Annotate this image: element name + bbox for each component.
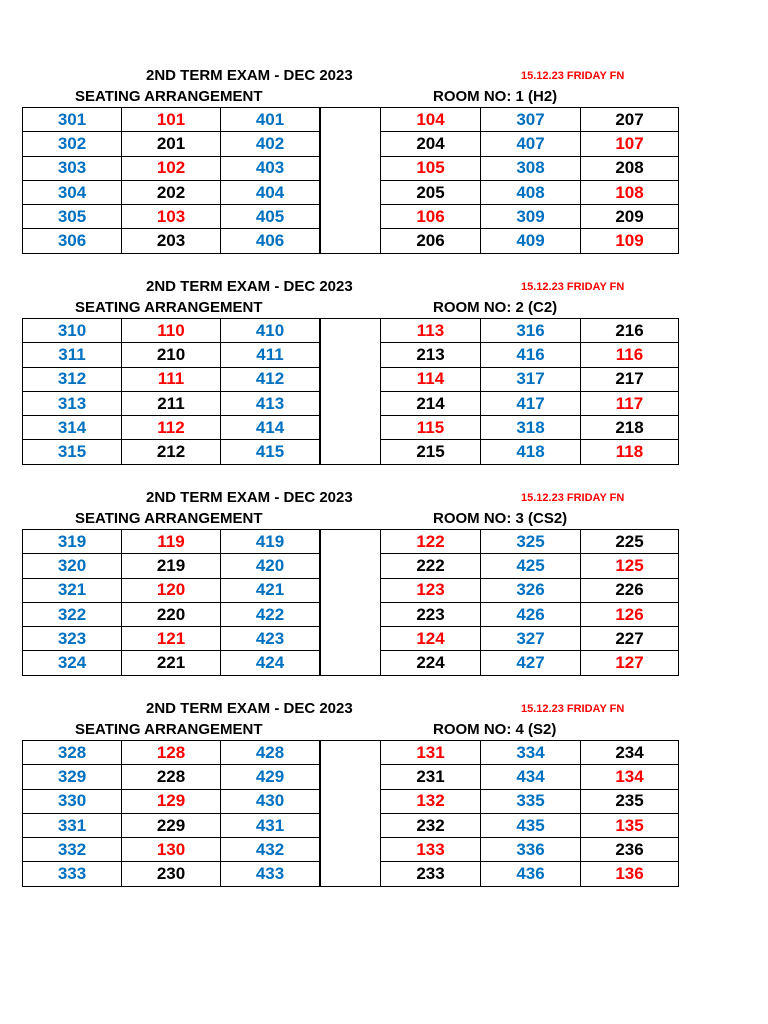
seat-number: 232 bbox=[381, 813, 481, 837]
seat-number: 226 bbox=[581, 578, 679, 602]
table-row bbox=[23, 367, 320, 391]
table-row bbox=[23, 838, 320, 862]
seat-number: 411 bbox=[221, 343, 320, 367]
seat-number: 120 bbox=[122, 578, 221, 602]
seat-number: 319 bbox=[23, 530, 122, 554]
table-row bbox=[381, 319, 679, 343]
seat-number: 101 bbox=[122, 108, 221, 132]
room-block-2 bbox=[0, 278, 768, 478]
seat-number: 203 bbox=[122, 229, 221, 253]
table-row bbox=[23, 741, 320, 765]
exam-date: 15.12.23 FRIDAY FN bbox=[521, 70, 625, 82]
seat-number: 327 bbox=[481, 627, 581, 651]
seat-number: 202 bbox=[122, 180, 221, 204]
exam-title: 2ND TERM EXAM - DEC 2023 bbox=[146, 67, 353, 84]
seat-number: 102 bbox=[122, 156, 221, 180]
seat-number: 309 bbox=[481, 205, 581, 229]
seat-number: 123 bbox=[381, 578, 481, 602]
seat-number: 125 bbox=[581, 554, 679, 578]
seat-number: 318 bbox=[481, 416, 581, 440]
seat-number: 417 bbox=[481, 391, 581, 415]
seating-arrangement-label: SEATING ARRANGEMENT bbox=[75, 510, 263, 527]
seat-number: 330 bbox=[23, 789, 122, 813]
seat-number: 416 bbox=[481, 343, 581, 367]
table-row bbox=[381, 578, 679, 602]
seat-number: 215 bbox=[381, 440, 481, 464]
seat-number: 401 bbox=[221, 108, 320, 132]
table-row bbox=[381, 530, 679, 554]
seat-number: 430 bbox=[221, 789, 320, 813]
room-number: ROOM NO: 2 (C2) bbox=[433, 299, 558, 316]
table-row bbox=[23, 862, 320, 886]
room-number: ROOM NO: 1 (H2) bbox=[433, 88, 558, 105]
seat-number: 229 bbox=[122, 813, 221, 837]
table-row bbox=[23, 813, 320, 837]
seat-number: 301 bbox=[23, 108, 122, 132]
seating-table-left bbox=[22, 107, 320, 254]
seat-number: 332 bbox=[23, 838, 122, 862]
seat-number: 409 bbox=[481, 229, 581, 253]
seat-number: 108 bbox=[581, 180, 679, 204]
seat-number: 323 bbox=[23, 627, 122, 651]
seat-number: 322 bbox=[23, 602, 122, 626]
seat-number: 136 bbox=[581, 862, 679, 886]
aisle-gap bbox=[320, 318, 380, 464]
table-row bbox=[23, 789, 320, 813]
seat-number: 410 bbox=[221, 319, 320, 343]
seat-number: 133 bbox=[381, 838, 481, 862]
seat-number: 204 bbox=[381, 132, 481, 156]
seat-number: 110 bbox=[122, 319, 221, 343]
exam-title: 2ND TERM EXAM - DEC 2023 bbox=[146, 278, 353, 295]
seat-number: 223 bbox=[381, 602, 481, 626]
table-row bbox=[381, 391, 679, 415]
seat-number: 403 bbox=[221, 156, 320, 180]
seating-arrangement-label: SEATING ARRANGEMENT bbox=[75, 299, 263, 316]
seat-number: 220 bbox=[122, 602, 221, 626]
seat-number: 303 bbox=[23, 156, 122, 180]
seat-number: 418 bbox=[481, 440, 581, 464]
seat-number: 216 bbox=[581, 319, 679, 343]
seat-number: 405 bbox=[221, 205, 320, 229]
seat-number: 419 bbox=[221, 530, 320, 554]
seat-number: 107 bbox=[581, 132, 679, 156]
seat-number: 230 bbox=[122, 862, 221, 886]
table-row bbox=[23, 132, 320, 156]
seat-number: 432 bbox=[221, 838, 320, 862]
seat-number: 326 bbox=[481, 578, 581, 602]
seat-number: 302 bbox=[23, 132, 122, 156]
seat-number: 106 bbox=[381, 205, 481, 229]
seat-number: 112 bbox=[122, 416, 221, 440]
seat-number: 422 bbox=[221, 602, 320, 626]
table-row bbox=[381, 205, 679, 229]
seat-number: 426 bbox=[481, 602, 581, 626]
seat-number: 306 bbox=[23, 229, 122, 253]
seat-number: 425 bbox=[481, 554, 581, 578]
seat-number: 121 bbox=[122, 627, 221, 651]
table-row bbox=[381, 765, 679, 789]
table-row bbox=[381, 838, 679, 862]
aisle-gap bbox=[320, 529, 380, 675]
seat-number: 307 bbox=[481, 108, 581, 132]
seat-number: 210 bbox=[122, 343, 221, 367]
seat-number: 424 bbox=[221, 651, 320, 675]
seat-number: 311 bbox=[23, 343, 122, 367]
seat-number: 313 bbox=[23, 391, 122, 415]
table-row bbox=[381, 108, 679, 132]
seat-number: 304 bbox=[23, 180, 122, 204]
table-row bbox=[23, 343, 320, 367]
seat-number: 325 bbox=[481, 530, 581, 554]
seat-number: 233 bbox=[381, 862, 481, 886]
seat-number: 321 bbox=[23, 578, 122, 602]
aisle-gap bbox=[320, 740, 380, 886]
table-row bbox=[381, 229, 679, 253]
seat-number: 213 bbox=[381, 343, 481, 367]
seat-number: 131 bbox=[381, 741, 481, 765]
seat-number: 201 bbox=[122, 132, 221, 156]
seat-number: 423 bbox=[221, 627, 320, 651]
seat-number: 402 bbox=[221, 132, 320, 156]
seating-table-left bbox=[22, 740, 320, 887]
seat-number: 224 bbox=[381, 651, 481, 675]
seat-number: 214 bbox=[381, 391, 481, 415]
seat-number: 236 bbox=[581, 838, 679, 862]
seat-number: 412 bbox=[221, 367, 320, 391]
seat-number: 415 bbox=[221, 440, 320, 464]
table-row bbox=[23, 602, 320, 626]
seat-number: 336 bbox=[481, 838, 581, 862]
seat-number: 231 bbox=[381, 765, 481, 789]
seat-number: 221 bbox=[122, 651, 221, 675]
room-block-4 bbox=[0, 700, 768, 900]
table-row bbox=[23, 554, 320, 578]
seat-number: 218 bbox=[581, 416, 679, 440]
seat-number: 315 bbox=[23, 440, 122, 464]
table-row bbox=[23, 651, 320, 675]
seat-number: 205 bbox=[381, 180, 481, 204]
table-row bbox=[23, 156, 320, 180]
seat-number: 118 bbox=[581, 440, 679, 464]
aisle-gap bbox=[320, 886, 380, 887]
seat-number: 334 bbox=[481, 741, 581, 765]
seat-number: 335 bbox=[481, 789, 581, 813]
seat-number: 228 bbox=[122, 765, 221, 789]
seat-number: 119 bbox=[122, 530, 221, 554]
seat-number: 211 bbox=[122, 391, 221, 415]
seat-number: 111 bbox=[122, 367, 221, 391]
seat-number: 312 bbox=[23, 367, 122, 391]
seat-number: 130 bbox=[122, 838, 221, 862]
seat-number: 116 bbox=[581, 343, 679, 367]
seating-table-right bbox=[380, 740, 679, 887]
aisle-gap bbox=[320, 107, 380, 253]
seat-number: 427 bbox=[481, 651, 581, 675]
seat-number: 219 bbox=[122, 554, 221, 578]
table-row bbox=[381, 180, 679, 204]
seat-number: 208 bbox=[581, 156, 679, 180]
seat-number: 333 bbox=[23, 862, 122, 886]
room-number: ROOM NO: 3 (CS2) bbox=[433, 510, 568, 527]
seat-number: 104 bbox=[381, 108, 481, 132]
seat-number: 217 bbox=[581, 367, 679, 391]
table-row bbox=[23, 180, 320, 204]
seat-number: 404 bbox=[221, 180, 320, 204]
table-row bbox=[381, 741, 679, 765]
seating-table-right bbox=[380, 107, 679, 254]
exam-date: 15.12.23 FRIDAY FN bbox=[521, 281, 625, 293]
aisle-gap bbox=[320, 675, 380, 676]
seat-number: 331 bbox=[23, 813, 122, 837]
seat-number: 207 bbox=[581, 108, 679, 132]
table-row bbox=[381, 156, 679, 180]
seat-number: 235 bbox=[581, 789, 679, 813]
table-row bbox=[381, 789, 679, 813]
exam-title: 2ND TERM EXAM - DEC 2023 bbox=[146, 489, 353, 506]
table-row bbox=[381, 132, 679, 156]
seat-number: 329 bbox=[23, 765, 122, 789]
seating-table-left bbox=[22, 529, 320, 676]
table-row bbox=[23, 765, 320, 789]
seat-number: 105 bbox=[381, 156, 481, 180]
seat-number: 413 bbox=[221, 391, 320, 415]
seat-number: 103 bbox=[122, 205, 221, 229]
exam-date: 15.12.23 FRIDAY FN bbox=[521, 492, 625, 504]
seat-number: 328 bbox=[23, 741, 122, 765]
seat-number: 308 bbox=[481, 156, 581, 180]
table-row bbox=[381, 651, 679, 675]
table-row bbox=[23, 108, 320, 132]
seat-number: 212 bbox=[122, 440, 221, 464]
table-row bbox=[381, 440, 679, 464]
room-block-3 bbox=[0, 489, 768, 689]
table-row bbox=[381, 554, 679, 578]
seat-number: 206 bbox=[381, 229, 481, 253]
seat-number: 406 bbox=[221, 229, 320, 253]
room-block-1 bbox=[0, 67, 768, 267]
seat-number: 113 bbox=[381, 319, 481, 343]
seating-arrangement-label: SEATING ARRANGEMENT bbox=[75, 721, 263, 738]
seat-number: 310 bbox=[23, 319, 122, 343]
table-row bbox=[381, 602, 679, 626]
seat-number: 408 bbox=[481, 180, 581, 204]
seat-number: 234 bbox=[581, 741, 679, 765]
seat-number: 126 bbox=[581, 602, 679, 626]
seating-table-left bbox=[22, 318, 320, 465]
seat-number: 433 bbox=[221, 862, 320, 886]
room-number: ROOM NO: 4 (S2) bbox=[433, 721, 557, 738]
seat-number: 222 bbox=[381, 554, 481, 578]
seat-number: 122 bbox=[381, 530, 481, 554]
seat-number: 320 bbox=[23, 554, 122, 578]
seat-number: 421 bbox=[221, 578, 320, 602]
seat-number: 132 bbox=[381, 789, 481, 813]
table-row bbox=[381, 343, 679, 367]
seat-number: 420 bbox=[221, 554, 320, 578]
seat-number: 407 bbox=[481, 132, 581, 156]
table-row bbox=[23, 229, 320, 253]
seat-number: 305 bbox=[23, 205, 122, 229]
table-row bbox=[23, 530, 320, 554]
table-row bbox=[381, 813, 679, 837]
table-row bbox=[381, 416, 679, 440]
seating-table-right bbox=[380, 318, 679, 465]
seat-number: 225 bbox=[581, 530, 679, 554]
seating-table-right bbox=[380, 529, 679, 676]
seat-number: 117 bbox=[581, 391, 679, 415]
table-row bbox=[23, 416, 320, 440]
seat-number: 431 bbox=[221, 813, 320, 837]
seat-number: 114 bbox=[381, 367, 481, 391]
seat-number: 209 bbox=[581, 205, 679, 229]
seat-number: 128 bbox=[122, 741, 221, 765]
seat-number: 135 bbox=[581, 813, 679, 837]
seat-number: 436 bbox=[481, 862, 581, 886]
seat-number: 429 bbox=[221, 765, 320, 789]
exam-title: 2ND TERM EXAM - DEC 2023 bbox=[146, 700, 353, 717]
aisle-gap bbox=[320, 253, 380, 254]
seat-number: 314 bbox=[23, 416, 122, 440]
seat-number: 227 bbox=[581, 627, 679, 651]
table-row bbox=[23, 578, 320, 602]
seat-number: 109 bbox=[581, 229, 679, 253]
seat-number: 324 bbox=[23, 651, 122, 675]
seat-number: 127 bbox=[581, 651, 679, 675]
table-row bbox=[23, 205, 320, 229]
seat-number: 317 bbox=[481, 367, 581, 391]
seat-number: 134 bbox=[581, 765, 679, 789]
aisle-gap bbox=[320, 464, 380, 465]
table-row bbox=[23, 440, 320, 464]
seat-number: 115 bbox=[381, 416, 481, 440]
table-row bbox=[381, 862, 679, 886]
seat-number: 435 bbox=[481, 813, 581, 837]
seat-number: 316 bbox=[481, 319, 581, 343]
table-row bbox=[381, 627, 679, 651]
exam-date: 15.12.23 FRIDAY FN bbox=[521, 703, 625, 715]
seat-number: 434 bbox=[481, 765, 581, 789]
seating-arrangement-label: SEATING ARRANGEMENT bbox=[75, 88, 263, 105]
seat-number: 428 bbox=[221, 741, 320, 765]
table-row bbox=[23, 627, 320, 651]
seat-number: 129 bbox=[122, 789, 221, 813]
seat-number: 414 bbox=[221, 416, 320, 440]
table-row bbox=[23, 391, 320, 415]
seat-number: 124 bbox=[381, 627, 481, 651]
table-row bbox=[381, 367, 679, 391]
table-row bbox=[23, 319, 320, 343]
